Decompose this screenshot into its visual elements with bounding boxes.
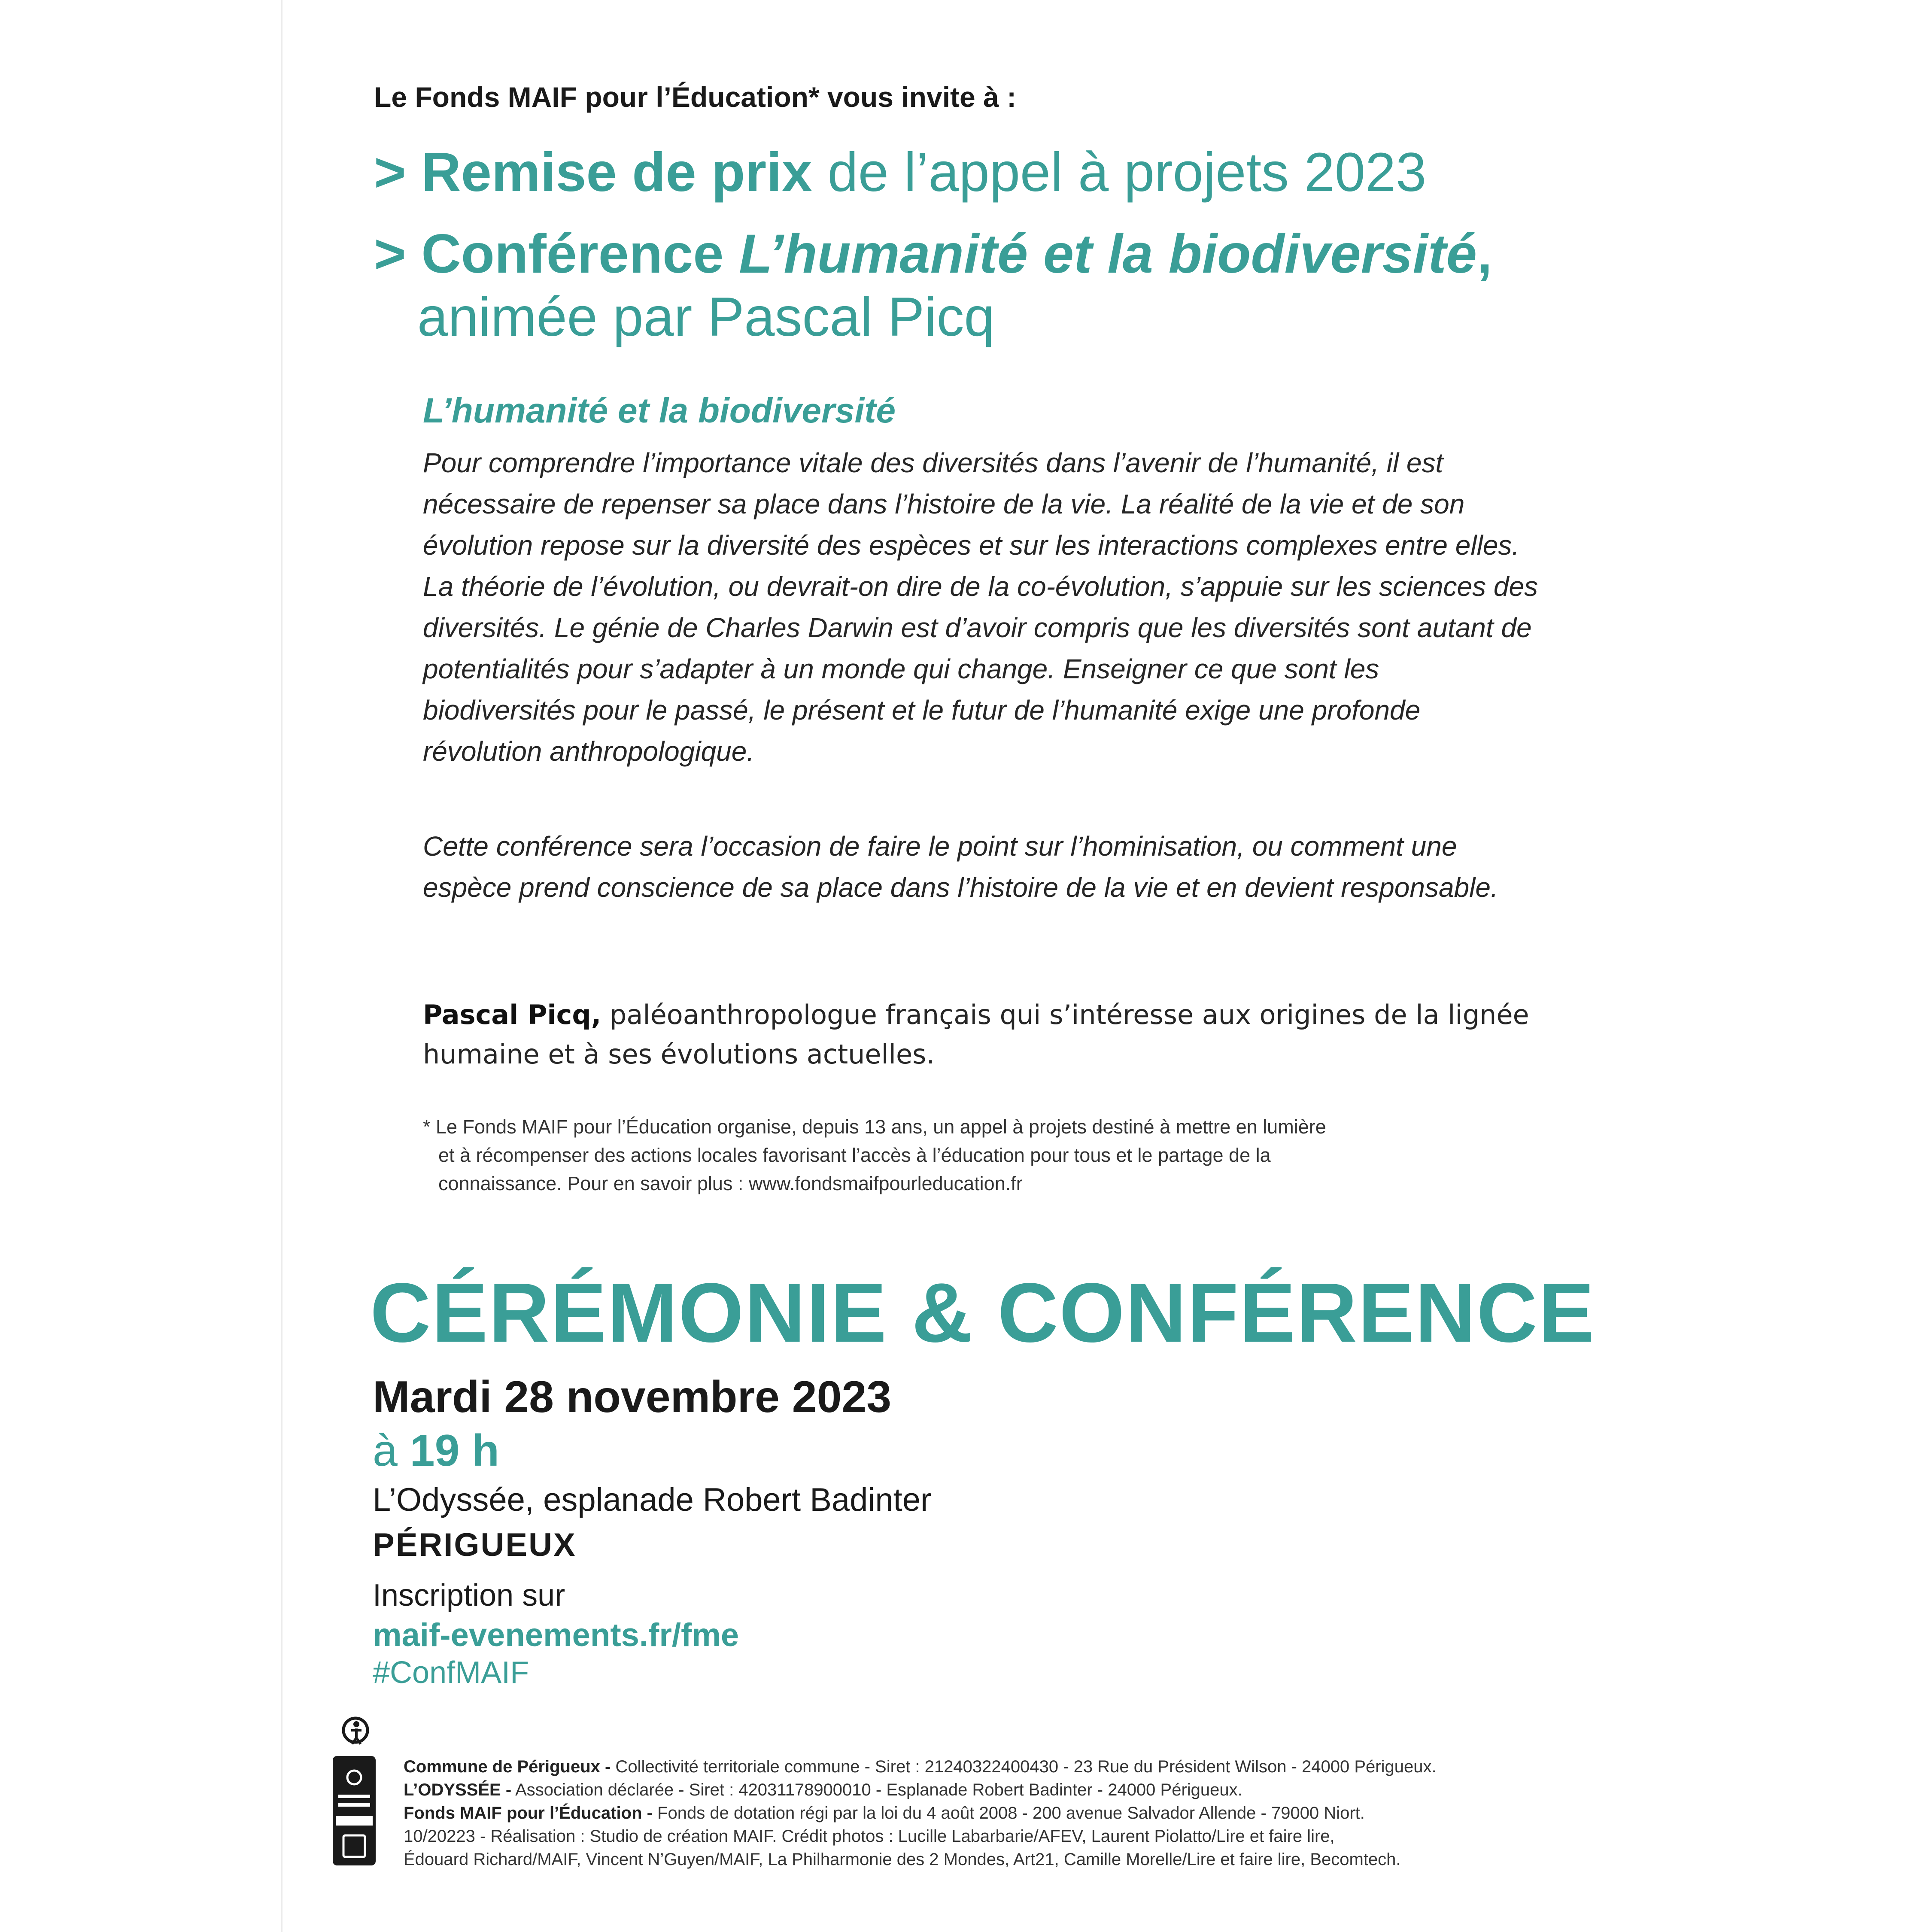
- headline-speaker: [417, 286, 995, 349]
- speaker-description: paléoanthropologue français qui s’intéresse aux origines de la lignée humaine et à ses évolutions actuelles.: [423, 999, 1529, 1070]
- headline-arrow: >: [374, 142, 406, 203]
- registration-label: Inscription sur: [373, 1578, 565, 1613]
- legal-entity: L’ODYSSÉE -: [404, 1780, 512, 1799]
- legal-text: Collectivité territoriale commune - Siret : 21240322400430 - 23 Rue du Président Wilson - 24000 Périgueux.: [611, 1757, 1437, 1776]
- falc-easy-read-logo: [333, 1756, 376, 1865]
- event-venue: L’Odyssée, esplanade Robert Badinter: [373, 1482, 932, 1518]
- footnote-line: et à récompenser des actions locales favorisant l’accès à l’éducation pour tous et le partage de la: [438, 1144, 1271, 1166]
- legal-line: [404, 1801, 1863, 1825]
- headline-comma: ,: [1476, 223, 1492, 285]
- footnote-line: connaissance. Pour en savoir plus : www.fondsmaifpourleducation.fr: [438, 1173, 1023, 1194]
- footnote-line: * Le Fonds MAIF pour l’Éducation organise, depuis 13 ans, un appel à projets destiné à mettre en lumière: [423, 1116, 1326, 1138]
- legal-text: Fonds de dotation régi par la loi du 4 août 2008 - 200 avenue Salvador Allende - 79000 Niort.: [652, 1804, 1365, 1823]
- event-hashtag: #ConfMAIF: [373, 1656, 529, 1690]
- conference-paragraph-2: Cette conférence sera l’occasion de faire le point sur l’hominisation, ou comment une espèce prend conscience de sa place dans l’histoire de la vie et en devient responsable.: [423, 831, 1498, 903]
- headline-conference-bold: Conférence: [421, 223, 739, 285]
- footnote: [423, 1113, 1522, 1198]
- conference-paragraph-1: Pour comprendre l’importance vitale des diversités dans l’avenir de l’humanité, il est nécessaire de repenser sa place dans l’histoire de la vie. La réalité de la vie et de son évolution repose sur la diversité des espèces et sur les interactions complexes entre elles. La théorie de l’évolution, ou devrait-on dire de la co-évolution, s’appuie sur les sciences des diversités. Le génie de Charles Darwin est d’avoir compris que les diversités sont autant de potentialités pour s’adapter à un monde qui change. Enseigner ce que sont les biodiversités pour le passé, le présent et le futur de l’humanité exige une profonde révolution anthropologique.: [423, 447, 1538, 767]
- legal-line: 10/20223 - Réalisation : Studio de création MAIF. Crédit photos : Lucille Labarbarie/AFEV, Laurent Piolatto/Lire et faire lire,: [404, 1827, 1335, 1846]
- headline-award: [374, 141, 1426, 204]
- legal-line: Édouard Richard/MAIF, Vincent N’Guyen/MAIF, La Philharmonie des 2 Mondes, Art21, Camille Morelle/Lire et faire lire, Becomtech.: [404, 1850, 1401, 1869]
- page-edge: [281, 0, 283, 1932]
- legal-line: [404, 1778, 1863, 1801]
- registration-link[interactable]: maif-evenements.fr/fme: [373, 1617, 739, 1653]
- legal-entity: Fonds MAIF pour l’Éducation -: [404, 1804, 653, 1823]
- headline-award-rest: de l’appel à projets 2023: [812, 142, 1427, 203]
- speaker-name: Pascal Picq,: [423, 999, 601, 1030]
- accessibility-logo: [343, 1718, 368, 1744]
- event-time: [373, 1425, 499, 1476]
- event-time-prefix: à: [373, 1426, 398, 1476]
- headline-arrow: >: [374, 223, 406, 285]
- conference-title: L’humanité et la biodiversité: [423, 391, 896, 430]
- headline-speaker-text: animée par Pascal Picq: [417, 286, 995, 348]
- event-city: PÉRIGUEUX: [373, 1527, 577, 1563]
- legal-entity: Commune de Périgueux -: [404, 1757, 611, 1776]
- event-date: Mardi 28 novembre 2023: [373, 1372, 892, 1422]
- legal-text: Association déclarée - Siret : 42031178900010 - Esplanade Robert Badinter - 24000 Périgueux.: [511, 1780, 1242, 1799]
- logos: [331, 1713, 395, 1868]
- event-time-value: 19 h: [410, 1426, 499, 1476]
- headline-conference-title: L’humanité et la biodiversité: [739, 223, 1477, 285]
- headline-award-bold: Remise de prix: [421, 142, 812, 203]
- event-heading: CÉRÉMONIE & CONFÉRENCE: [370, 1266, 1595, 1360]
- headline-conference: [374, 222, 1492, 286]
- speaker-bio: [423, 995, 1539, 1074]
- intro-line: Le Fonds MAIF pour l’Éducation* vous invite à :: [374, 81, 1017, 113]
- legal-line: [404, 1755, 1863, 1778]
- legal-mentions: [404, 1755, 1863, 1871]
